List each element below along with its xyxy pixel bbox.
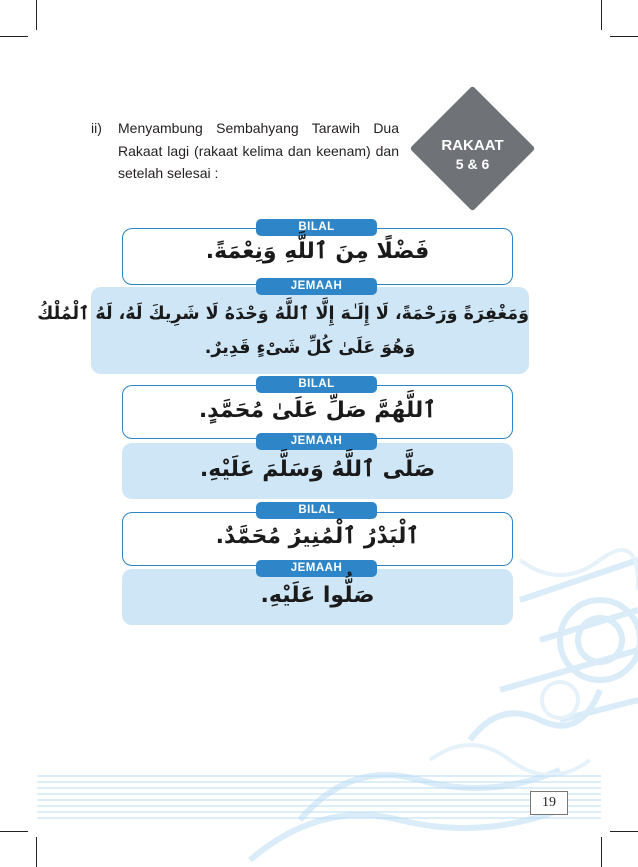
jemaah-label-3: JEMAAH — [256, 560, 377, 577]
bilal-label-1: BILAL — [256, 219, 377, 236]
badge-title: RAKAAT — [441, 137, 504, 154]
rakaat-badge — [410, 86, 535, 211]
bilal-label-3: BILAL — [256, 502, 377, 519]
bilal-text-1: فَضْلًا مِنَ ٱللَّهِ وَنِعْمَةً. — [205, 239, 430, 264]
list-number: ii) — [91, 120, 102, 136]
jemaah-label-1: JEMAAH — [256, 278, 377, 295]
badge-subtitle: 5 & 6 — [455, 156, 490, 172]
bilal-text-2: ٱللَّهُمَّ صَلِّ عَلَىٰ مُحَمَّدٍ. — [198, 398, 437, 423]
jemaah-text-2: صَلَّى ٱللَّهُ وَسَلَّمَ عَلَيْهِ. — [199, 457, 436, 482]
intro-text: Menyambung Sembahyang Tarawih Dua Rakaat lagi (rakaat kelima dan keenam) dan setelah selesai : — [118, 120, 399, 181]
jemaah-label-2: JEMAAH — [256, 433, 377, 450]
bilal-text-3: ٱلْبَدْرُ ٱلْمُنِيرُ مُحَمَّدٌ. — [215, 524, 420, 549]
jemaah-text-1a: وَمَغْفِرَةً وَرَحْمَةً، لَا إِلَـٰهَ إِلَّا ٱللَّهُ وَحْدَهُ لَا شَرِيكَ لَهُ، لَهُ ٱلْمُلْكُ — [37, 304, 529, 324]
jemaah-text-3: صَلُّوا عَلَيْهِ. — [260, 583, 375, 608]
jemaah-text-1b: وَهُوَ عَلَىٰ كُلِّ شَىْءٍ قَدِيرٌ. — [204, 338, 416, 358]
bilal-label-2: BILAL — [256, 376, 377, 393]
page-number: 19 — [530, 791, 568, 815]
